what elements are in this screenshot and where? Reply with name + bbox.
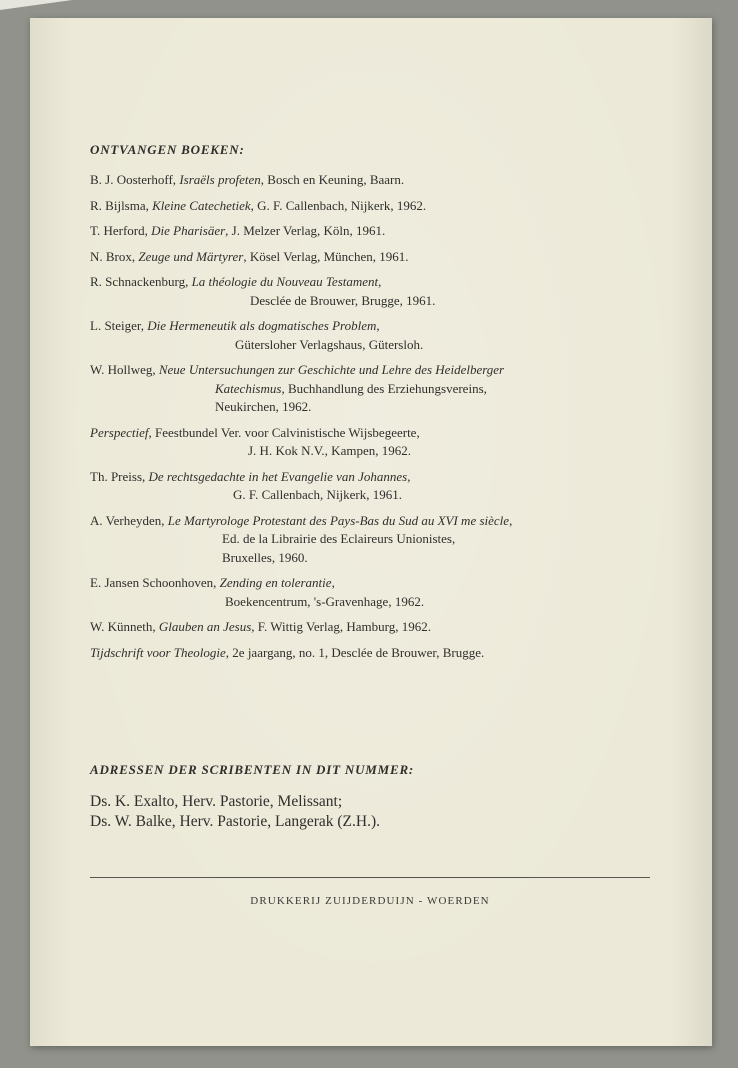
book-entry-text: N. Brox,	[90, 248, 139, 264]
book-entry-line	[90, 171, 650, 190]
book-entry-text: R. Bijlsma,	[90, 197, 153, 213]
address-line: Ds. W. Balke, Herv. Pastorie, Langerak (Z.H.).	[90, 812, 380, 830]
book-entry-text: ,	[509, 512, 513, 528]
book-entry-text: ,	[376, 318, 380, 333]
book-entry-line	[90, 468, 650, 487]
book-entry	[90, 424, 650, 461]
book-title: Neue Untersuchungen zur Geschichte und Lehre des Heidelberger	[158, 362, 505, 377]
book-entry-text: Gütersloher Verlagshaus, Gütersloh.	[235, 336, 424, 352]
scan-corner-artifact	[0, 0, 72, 10]
book-entry	[90, 574, 650, 611]
book-list	[90, 171, 650, 662]
book-entry	[90, 273, 650, 310]
footer-rule	[90, 877, 650, 878]
book-entry	[90, 512, 650, 568]
book-entry-text: Neukirchen, 1962.	[215, 399, 312, 414]
book-entry	[90, 361, 650, 417]
book-title: Katechismus	[215, 380, 282, 396]
book-title: Kleine Catechetiek	[152, 197, 251, 213]
book-title: Israëls profeten	[179, 172, 261, 187]
book-entry-line	[90, 292, 650, 311]
book-entry-text: , J. Melzer Verlag, Köln, 1961.	[225, 223, 386, 238]
book-entry-text: ,	[407, 468, 411, 484]
book-title: Die Pharisäer	[151, 223, 226, 238]
book-entry	[90, 618, 650, 637]
book-entry-line	[90, 530, 650, 549]
book-entry-text: R. Schnackenburg,	[90, 274, 192, 289]
addresses-heading: ADRESSEN DER SCRIBENTEN IN DIT NUMMER:	[90, 762, 415, 777]
book-entry-line	[90, 618, 650, 637]
book-entry-text: ,	[378, 274, 382, 289]
book-title: La théologie du Nouveau Testament	[191, 274, 379, 289]
book-entry-text: B. J. Oosterhoff,	[90, 172, 180, 187]
book-entry-line	[90, 248, 650, 267]
book-title: Perspectief	[90, 424, 149, 440]
book-entry-line	[90, 574, 650, 593]
book-entry	[90, 197, 650, 216]
book-entry-text: Ed. de la Librairie des Eclaireurs Unionistes,	[222, 531, 456, 546]
book-entry-text: , F. Wittig Verlag, Hamburg, 1962.	[251, 619, 432, 634]
book-entry-text: Desclée de Brouwer, Brugge, 1961.	[250, 292, 436, 308]
book-entry-text: , Feestbundel Ver. voor Calvinistische Wijsbegeerte,	[148, 424, 420, 440]
address-line: Ds. K. Exalto, Herv. Pastorie, Melissant;	[90, 793, 343, 810]
book-title: Zending en tolerantie	[219, 575, 332, 590]
book-entry-line	[90, 380, 650, 399]
book-entry-line	[90, 424, 650, 443]
book-entry-text: Bruxelles, 1960.	[222, 549, 308, 565]
book-entry-text: Boekencentrum, 's-Gravenhage, 1962.	[225, 593, 425, 609]
book-page	[30, 18, 712, 1046]
book-title: De rechtsgedachte in het Evangelie van Johannes	[148, 468, 408, 484]
book-entry-line	[90, 644, 650, 663]
book-title: Zeuge und Märtyrer	[138, 248, 244, 264]
book-entry-text: Th. Preiss,	[90, 468, 149, 484]
book-entry-text: , Bosch en Keuning, Baarn.	[260, 172, 405, 187]
book-entry-line	[90, 549, 650, 568]
book-entry-line	[90, 222, 650, 241]
book-entry-line	[90, 361, 650, 380]
book-entry-line	[90, 486, 650, 505]
book-entry-line	[90, 197, 650, 216]
book-entry-line	[90, 273, 650, 292]
book-entry-text: L. Steiger,	[90, 318, 148, 333]
received-books-heading: ONTVANGEN BOEKEN:	[90, 142, 245, 157]
book-title: Die Hermeneutik als dogmatisches Problem	[147, 318, 377, 333]
book-entry-text: E. Jansen Schoonhoven,	[90, 575, 220, 590]
book-entry	[90, 468, 650, 505]
book-entry-text: W. Künneth,	[90, 619, 159, 634]
received-books-section	[90, 18, 650, 662]
book-entry-text: J. H. Kok N.V., Kampen, 1962.	[248, 443, 411, 458]
book-title: Tijdschrift voor Theologie	[90, 644, 226, 660]
page-content	[30, 18, 712, 907]
book-entry-line	[90, 336, 650, 355]
book-entry	[90, 222, 650, 241]
book-entry	[90, 248, 650, 267]
book-entry	[90, 317, 650, 354]
book-title: Glauben an Jesus	[158, 619, 252, 634]
book-entry-text: ,	[331, 575, 335, 590]
book-entry-text: G. F. Callenbach, Nijkerk, 1961.	[233, 487, 403, 502]
book-entry-line	[90, 442, 650, 461]
printer-credit: DRUKKERIJ ZUIJDERDUIJN - WOERDEN	[250, 895, 490, 907]
addresses-section	[90, 762, 650, 831]
book-entry-line	[90, 398, 650, 417]
book-entry-line	[90, 317, 650, 336]
book-entry-text: , 2e jaargang, no. 1, Desclée de Brouwer, Brugge.	[225, 644, 485, 660]
book-entry-text: , G. F. Callenbach, Nijkerk, 1962.	[250, 197, 427, 213]
book-entry-text: , Buchhandlung des Erziehungsvereins,	[281, 380, 487, 396]
book-entry	[90, 171, 650, 190]
book-entry-text: T. Herford,	[90, 223, 152, 238]
book-entry	[90, 644, 650, 663]
book-entry-text: , Kösel Verlag, München, 1961.	[243, 248, 409, 264]
book-entry-text: W. Hollweg,	[90, 362, 159, 377]
book-entry-text: A. Verheyden,	[90, 512, 168, 528]
book-entry-line	[90, 512, 650, 531]
book-title: Le Martyrologe Protestant des Pays-Bas du Sud au XVI me siècle	[167, 512, 510, 528]
book-entry-line	[90, 593, 650, 612]
